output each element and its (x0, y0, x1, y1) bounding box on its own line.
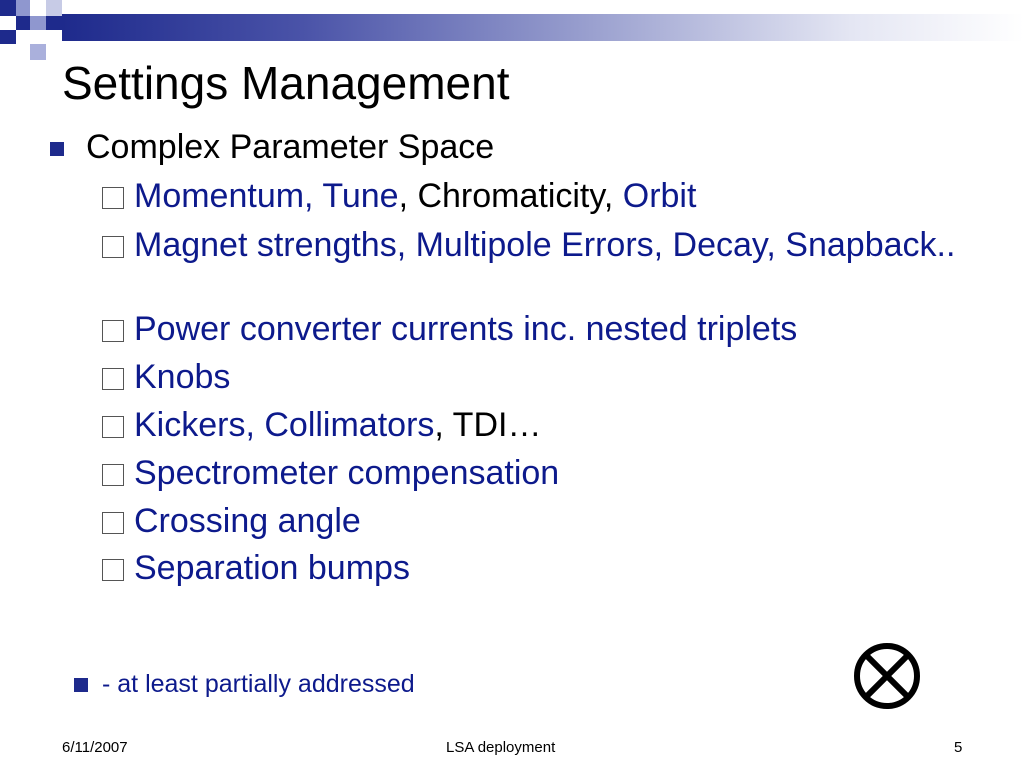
square-bullet-icon (50, 142, 64, 156)
header-decoration-square (46, 16, 62, 30)
header-decoration-square (46, 0, 62, 16)
sub-item-text: Crossing angle (134, 502, 361, 540)
hollow-square-bullet-icon (102, 512, 124, 534)
hollow-square-bullet-icon (102, 236, 124, 258)
sub-item-separation-bumps (98, 548, 998, 588)
hollow-square-bullet-icon (102, 187, 124, 209)
header-gradient-bar (62, 14, 1024, 41)
bullet-item-complex-parameter-space (50, 126, 494, 168)
hollow-square-bullet-icon (102, 368, 124, 390)
header-decoration-square (0, 30, 16, 44)
sub-item-magnet-strengths (98, 225, 998, 265)
header-decoration-square (30, 16, 46, 30)
sub-item-text: Magnet strengths, Multipole Errors, Decay, Snapback.. (134, 226, 956, 264)
header-decoration-square (30, 44, 46, 60)
sub-item-crossing-angle (98, 501, 998, 541)
slide-title: Settings Management (62, 57, 510, 109)
header-decoration-square (16, 16, 30, 30)
circled-times-icon (852, 641, 922, 711)
sub-item-momentum (98, 176, 998, 216)
hollow-square-bullet-icon (102, 320, 124, 342)
blue-square-bullet-icon (74, 678, 88, 692)
hollow-square-bullet-icon (102, 559, 124, 581)
sub-item-knobs (98, 357, 998, 397)
sub-item-spectrometer (98, 453, 998, 493)
sub-item-text: Spectrometer compensation (134, 454, 560, 492)
hollow-square-bullet-icon (102, 416, 124, 438)
legend (74, 670, 415, 699)
footer-title: LSA deployment (446, 739, 556, 756)
bullet-text: Complex Parameter Space (86, 128, 495, 166)
sub-item-text: Knobs (134, 358, 231, 396)
hollow-square-bullet-icon (102, 464, 124, 486)
sub-item-text: Kickers, Collimators, TDI… (134, 406, 542, 444)
page-number: 5 (954, 739, 963, 756)
legend-text: - at least partially addressed (102, 670, 415, 698)
footer-date: 6/11/2007 (62, 739, 128, 756)
sub-item-text: Separation bumps (134, 549, 410, 587)
header-decoration-square (16, 0, 30, 16)
sub-item-text: Power converter currents inc. nested triplets (134, 310, 798, 348)
sub-item-text: Momentum, Tune, Chromaticity, Orbit (134, 177, 697, 215)
sub-item-power-converter (98, 309, 998, 349)
sub-item-kickers (98, 405, 998, 445)
header-decoration-square (0, 0, 16, 16)
